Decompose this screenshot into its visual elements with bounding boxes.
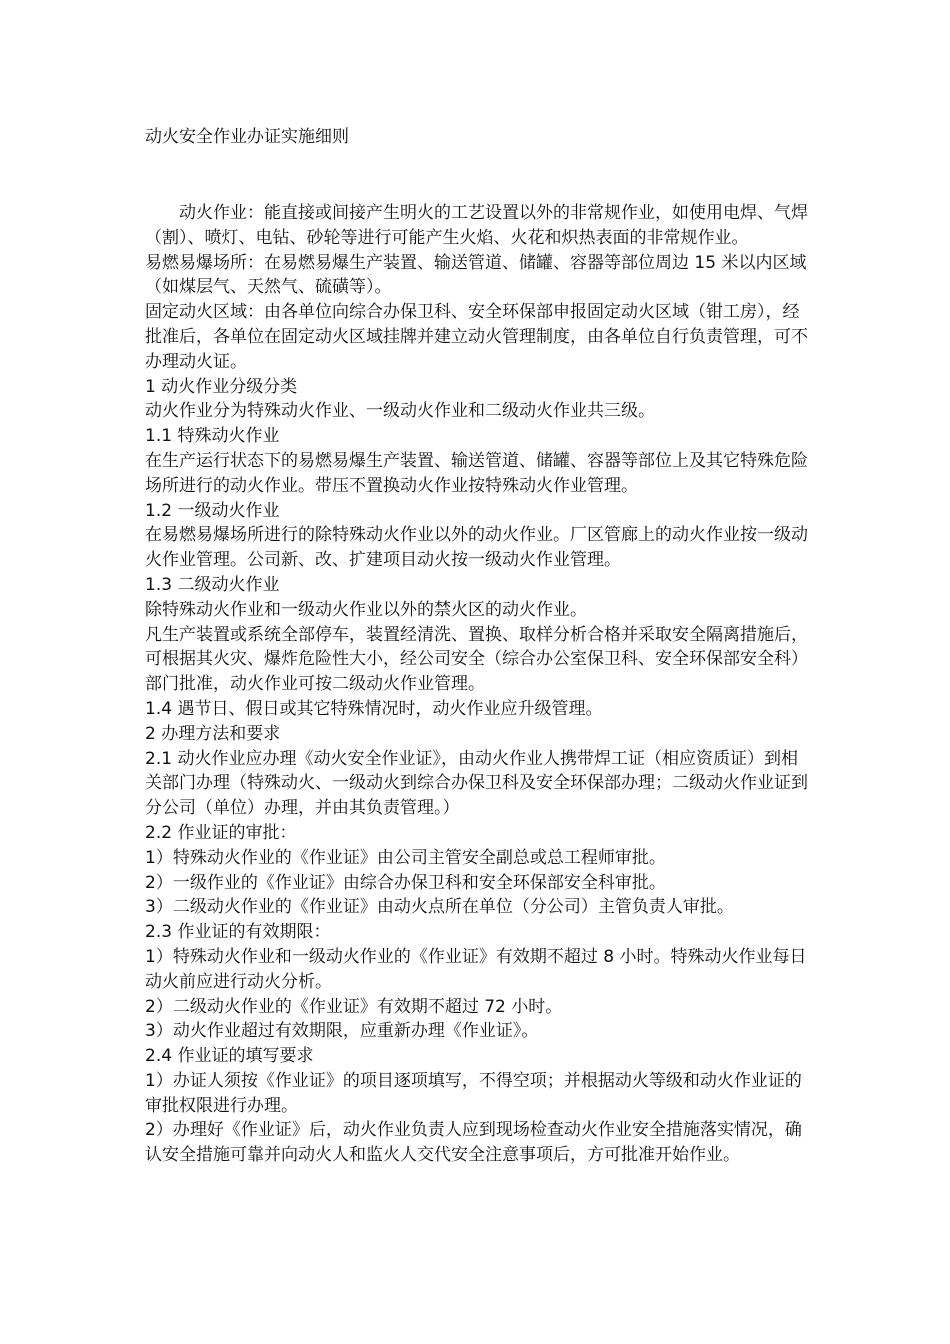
list-item: 3）动火作业超过有效期限，应重新办理《作业证》。 — [145, 1021, 539, 1042]
paragraph: 1.4 遇节日、假日或其它特殊情况时，动火作业应升级管理。 — [145, 698, 603, 719]
list-item: 1）特殊动火作业和一级动火作业的《作业证》有效期不超过 8 小时。特殊动火作业每日动火前应进行动火分析。 — [145, 946, 807, 992]
list-item: 2）一级作业的《作业证》由综合办保卫科和安全环保部安全科审批。 — [145, 872, 666, 893]
list-item: 2）办理好《作业证》后，动火作业负责人应到现场检查动火作业安全措施落实情况，确认安全措施可靠并向动火人和监火人交代安全注意事项后，方可批准开始作业。 — [145, 1120, 802, 1166]
subsection-heading: 2.3 作业证的有效期限： — [145, 922, 331, 943]
paragraph-definition-hot-work: 动火作业：能直接或间接产生明火的工艺设置以外的非常规作业，如使用电焊、气焊（割）、喷灯、电钻、砂轮等进行可能产生火焰、火花和炽热表面的非常规作业。 — [145, 203, 808, 248]
subsection-heading: 1.2 一级动火作业 — [145, 500, 280, 521]
paragraph: 2.1 动火作业应办理《动火安全作业证》，由动火作业人携带焊工证（相应资质证）到相关部门办理（特殊动火、一级动火到综合办保卫科及安全环保部办理；二级动火作业证到分公司（单位）办理，并由其负责管理。） — [145, 748, 808, 819]
paragraph: 动火作业分为特殊动火作业、一级动火作业和二级动火作业共三级。 — [145, 401, 655, 422]
paragraph: 在生产运行状态下的易燃易爆生产装置、输送管道、储罐、容器等部位上及其它特殊危险场所进行的动火作业。带压不置换动火作业按特殊动火作业管理。 — [145, 450, 808, 496]
paragraph-definition-fixed-area: 固定动火区域：由各单位向综合办保卫科、安全环保部申报固定动火区域（钳工房），经批准后，各单位在固定动火区域挂牌并建立动火管理制度，由各单位自行负责管理，可不办理动火证。 — [145, 302, 808, 372]
section-heading: 1 动火作业分级分类 — [145, 376, 298, 397]
list-item: 2）二级动火作业的《作业证》有效期不超过 72 小时。 — [145, 996, 563, 1017]
list-item: 1）特殊动火作业的《作业证》由公司主管安全副总或总工程师审批。 — [145, 847, 666, 868]
document-title: 动火安全作业办证实施细则 — [145, 127, 349, 147]
paragraph: 除特殊动火作业和一级动火作业以外的禁火区的动火作业。 — [145, 599, 587, 620]
paragraph-definition-flammable-site: 易燃易爆场所：在易燃易爆生产装置、输送管道、储罐、容器等部位周边 15 米以内区域（如煤层气、天然气、硫磺等）。 — [145, 252, 807, 298]
subsection-heading: 1.1 特殊动火作业 — [145, 426, 280, 447]
subsection-heading: 1.3 二级动火作业 — [145, 574, 280, 595]
paragraph: 凡生产装置或系统全部停车，装置经清洗、置换、取样分析合格并采取安全隔离措施后，可根据其火灾、爆炸危险性大小，经公司安全（综合办公室保卫科、安全环保部安全科）部门批准，动火作业可按二级动火作业管理。 — [145, 624, 808, 695]
subsection-heading: 2.4 作业证的填写要求 — [145, 1046, 314, 1067]
section-heading: 2 办理方法和要求 — [145, 723, 281, 744]
list-item: 1）办证人须按《作业证》的项目逐项填写，不得空项；并根据动火等级和动火作业证的审批权限进行办理。 — [145, 1070, 802, 1116]
document-body — [145, 201, 810, 1168]
list-item: 3）二级动火作业的《作业证》由动火点所在单位（分公司）主管负责人审批。 — [145, 897, 734, 918]
subsection-heading: 2.2 作业证的审批： — [145, 822, 297, 843]
paragraph: 在易燃易爆场所进行的除特殊动火作业以外的动火作业。厂区管廊上的动火作业按一级动火作业管理。公司新、改、扩建项目动火按一级动火作业管理。 — [145, 525, 808, 571]
